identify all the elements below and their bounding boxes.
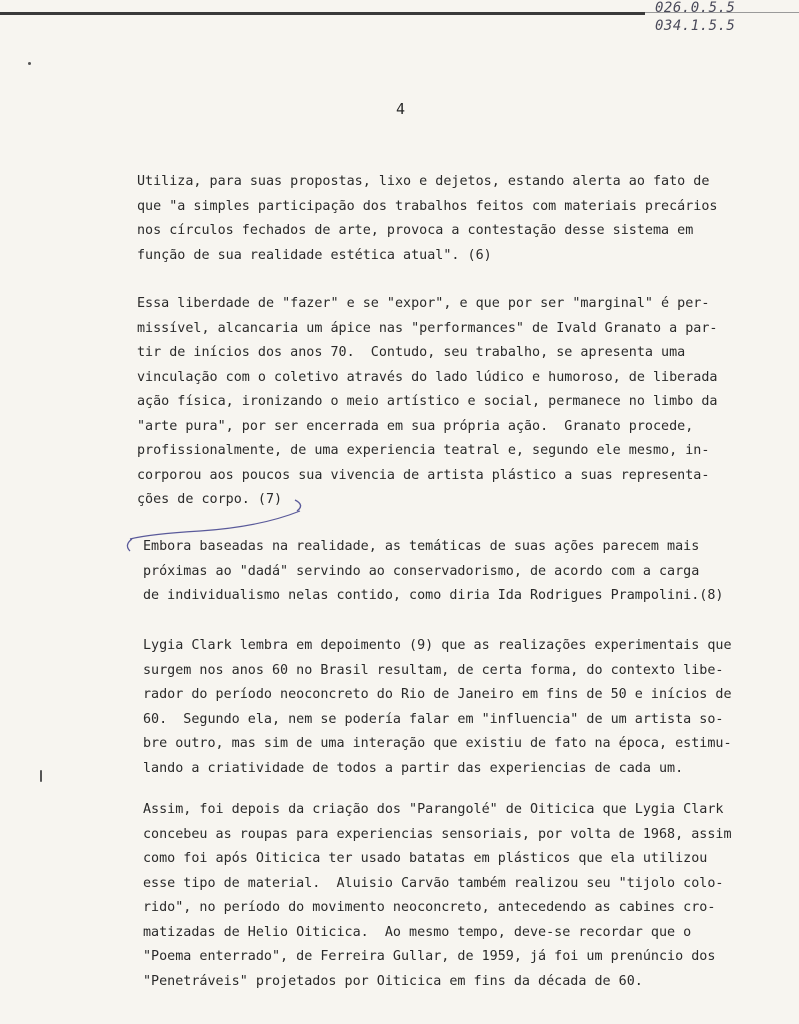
top-border-line	[0, 12, 645, 15]
text-line: profissionalmente, de uma experiencia teatral e, segundo ele mesmo, in-	[137, 443, 710, 458]
text-line: lando a criatividade de todos a partir das experiencias de cada um.	[143, 760, 684, 776]
text-line: tir de inícios dos anos 70. Contudo, seu trabalho, se apresenta uma	[137, 345, 686, 360]
scan-speck	[40, 770, 42, 782]
text-line: como foi após Oiticica ter usado batatas em plásticos que ela utilizou	[143, 851, 708, 866]
paragraph-5	[143, 798, 748, 994]
text-line: Assim, foi depois da criação dos "Parangolé" de Oiticica que Lygia Clark	[143, 802, 724, 817]
text-line: esse tipo de material. Aluisio Carvão também realizou seu "tijolo colo-	[143, 875, 724, 891]
text-line: Lygia Clark lembra em depoimento (9) que as realizações experimentais que	[143, 638, 732, 653]
text-line: missível, alcancaria um ápice nas "performances" de Ivald Granato a par-	[137, 320, 718, 336]
text-line: que "a simples participação dos trabalhos feitos com materiais precários	[137, 198, 718, 214]
text-line: Essa liberdade de "fazer" e se "expor", e que por ser "marginal" é per-	[137, 296, 710, 311]
text-line: surgem nos anos 60 no Brasil resultam, de certa forma, do contexto libe-	[143, 662, 724, 678]
text-line: Embora baseadas na realidade, as temáticas de suas ações parecem mais	[143, 539, 700, 554]
text-line: "Penetráveis" projetados por Oiticica em fins da década de 60.	[143, 973, 643, 989]
page-number: 4	[396, 100, 406, 118]
archive-code-primary: 026.0.5.5	[655, 0, 736, 16]
archive-code-secondary: 034.1.5.5	[655, 18, 736, 34]
text-line: nos círculos fechados de arte, provoca a contestação desse sistema em	[137, 223, 694, 238]
text-line: "Poema enterrado", de Ferreira Gullar, de 1959, já foi um prenúncio dos	[143, 949, 716, 964]
paragraph-2	[137, 292, 742, 513]
text-line: rido", no período do movimento neoconcreto, antecedendo as cabines cro-	[143, 900, 716, 915]
text-line: função de sua realidade estética atual". (6)	[137, 247, 492, 263]
text-line: ação física, ironizando o meio artístico e social, permanece no limbo da	[137, 394, 718, 409]
text-line: ções de corpo. (7)	[137, 492, 283, 507]
text-line: vinculação com o coletivo através do lado lúdico e humoroso, de liberada	[137, 369, 718, 385]
text-line: concebeu as roupas para experiencias sensoriais, por volta de 1968, assim	[143, 826, 732, 842]
text-line: bre outro, mas sim de uma interação que existiu de fato na época, estimu-	[143, 736, 732, 751]
text-line: rador do período neoconcreto do Rio de Janeiro em fins de 50 e inícios de	[143, 687, 732, 702]
paragraph-4	[143, 634, 748, 781]
paragraph-3	[143, 535, 748, 609]
text-line: próximas ao "dadá" servindo ao conservadorismo, de acordo com a carga	[143, 563, 700, 579]
text-line: de individualismo nelas contido, como diria Ida Rodrigues Prampolini.(8)	[143, 588, 724, 603]
text-line: Utiliza, para suas propostas, lixo e dejetos, estando alerta ao fato de	[137, 174, 710, 189]
text-line: "arte pura", por ser encerrada em sua própria ação. Granato procede,	[137, 418, 694, 434]
text-line: corporou aos poucos sua vivencia de artista plástico a suas representa-	[137, 467, 710, 483]
text-line: matizadas de Helio Oiticica. Ao mesmo tempo, deve-se recordar que o	[143, 924, 692, 940]
text-line: 60. Segundo ela, nem se podería falar em "influencia" de um artista so-	[143, 711, 724, 727]
paragraph-1	[137, 170, 742, 268]
scan-speck	[28, 62, 31, 65]
